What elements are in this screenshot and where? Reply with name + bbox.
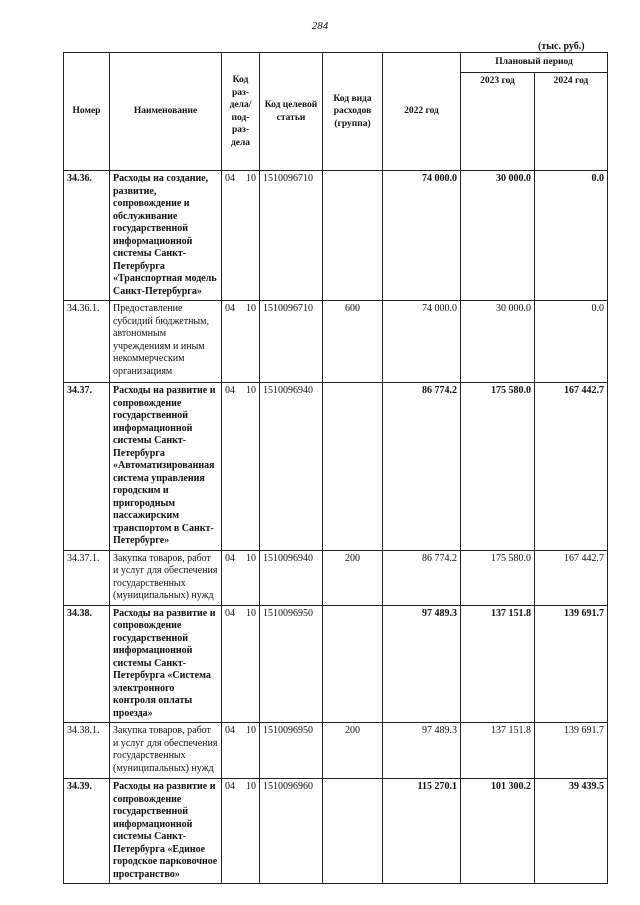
row-2022: 97 489.3	[383, 605, 461, 723]
row-section-code: 04	[225, 173, 235, 184]
table-row	[64, 605, 608, 723]
row-section-code: 04	[225, 303, 235, 314]
row-name: Закупка товаров, работ и услуг для обеспечения государственных (муниципальных) нужд	[110, 550, 222, 605]
row-2023: 137 151.8	[461, 605, 535, 723]
row-name: Расходы на развитие и сопровождение государственной информационной системы Санкт-Петербурга «Автоматизированная система управления городским и пригородным пассажирским транспортом в Санкт-Петербурге»	[110, 383, 222, 551]
row-2022: 115 270.1	[383, 779, 461, 884]
row-expense-type: 200	[323, 723, 383, 779]
row-section-code: 04	[225, 385, 235, 396]
row-section-code: 04	[225, 607, 235, 619]
row-number: 34.36.	[64, 171, 110, 301]
row-2023: 30 000.0	[461, 171, 535, 301]
row-2024: 139 691.7	[535, 605, 608, 723]
units-label: (тыс. руб.)	[538, 41, 585, 52]
row-2023: 175 580.0	[461, 550, 535, 605]
row-number: 34.37.	[64, 383, 110, 551]
row-2022: 74 000.0	[383, 301, 461, 383]
row-target: 1510096940	[260, 550, 323, 605]
budget-table	[63, 52, 608, 884]
header-row	[64, 53, 608, 73]
row-2022: 97 489.3	[383, 723, 461, 779]
row-name: Расходы на развитие и сопровождение государственной информационной системы Санкт-Петербурга «Система электронного контроля оплаты проезда»	[110, 605, 222, 723]
row-number: 34.38.1.	[64, 723, 110, 779]
row-2022: 86 774.2	[383, 383, 461, 551]
row-subsection-code: 10	[246, 781, 256, 792]
header-2023: 2023 год	[461, 73, 535, 171]
row-number: 34.39.	[64, 779, 110, 884]
row-expense-type	[323, 605, 383, 723]
table-row	[64, 171, 608, 301]
row-section	[222, 779, 260, 884]
row-name: Предоставление субсидий бюджетным, автономным учреждениям и иным некоммерческим организациям	[110, 301, 222, 383]
row-2023: 101 300.2	[461, 779, 535, 884]
row-name: Расходы на создание, развитие, сопровождение и обслуживание государственной информационной системы Санкт-Петербурга «Транспортная модель Санкт-Петербурга»	[110, 171, 222, 301]
row-2024: 167 442.7	[535, 550, 608, 605]
row-target: 1510096710	[260, 171, 323, 301]
table-row	[64, 723, 608, 779]
row-2024: 167 442.7	[535, 383, 608, 551]
page-number: 284	[311, 20, 329, 32]
row-section	[222, 723, 260, 779]
row-2023: 175 580.0	[461, 383, 535, 551]
row-number: 34.37.1.	[64, 550, 110, 605]
row-target: 1510096710	[260, 301, 323, 383]
row-section	[222, 171, 260, 301]
row-name: Закупка товаров, работ и услуг для обеспечения государственных (муниципальных) нужд	[110, 723, 222, 779]
row-section	[222, 301, 260, 383]
row-target: 1510096960	[260, 779, 323, 884]
table-row	[64, 383, 608, 551]
row-target: 1510096950	[260, 723, 323, 779]
row-section-code: 04	[225, 725, 235, 736]
row-subsection-code: 10	[246, 552, 256, 564]
row-expense-type	[323, 383, 383, 551]
row-2023: 30 000.0	[461, 301, 535, 383]
row-section	[222, 605, 260, 723]
row-number: 34.36.1.	[64, 301, 110, 383]
row-subsection-code: 10	[246, 173, 256, 184]
row-2024: 39 439.5	[535, 779, 608, 884]
header-name: Наименование	[110, 53, 222, 171]
header-2022: 2022 год	[383, 53, 461, 171]
header-target: Код целевой статьи	[260, 53, 323, 171]
row-2022: 74 000.0	[383, 171, 461, 301]
header-number: Номер	[64, 53, 110, 171]
table-row	[64, 301, 608, 383]
row-2024: 139 691.7	[535, 723, 608, 779]
row-subsection-code: 10	[246, 303, 256, 314]
row-2022: 86 774.2	[383, 550, 461, 605]
row-expense-type	[323, 171, 383, 301]
row-2024: 0.0	[535, 301, 608, 383]
row-expense-type: 600	[323, 301, 383, 383]
row-section	[222, 550, 260, 605]
row-subsection-code: 10	[246, 725, 256, 736]
row-expense-type: 200	[323, 550, 383, 605]
row-2023: 137 151.8	[461, 723, 535, 779]
row-2024: 0.0	[535, 171, 608, 301]
row-target: 1510096940	[260, 383, 323, 551]
header-planned-period: Плановый период	[461, 53, 608, 73]
row-section	[222, 383, 260, 551]
row-subsection-code: 10	[246, 607, 256, 619]
table-row	[64, 550, 608, 605]
header-section: Код раз-дела/ под-раз-дела	[222, 53, 260, 171]
header-expense-type: Код вида расходов (группа)	[323, 53, 383, 171]
row-section-code: 04	[225, 781, 235, 792]
row-target: 1510096950	[260, 605, 323, 723]
row-expense-type	[323, 779, 383, 884]
row-section-code: 04	[225, 552, 235, 564]
row-name: Расходы на развитие и сопровождение государственной информационной системы Санкт-Петербурга «Единое городское парковочное пространство»	[110, 779, 222, 884]
table-row	[64, 779, 608, 884]
header-2024: 2024 год	[535, 73, 608, 171]
row-number: 34.38.	[64, 605, 110, 723]
row-subsection-code: 10	[246, 385, 256, 396]
